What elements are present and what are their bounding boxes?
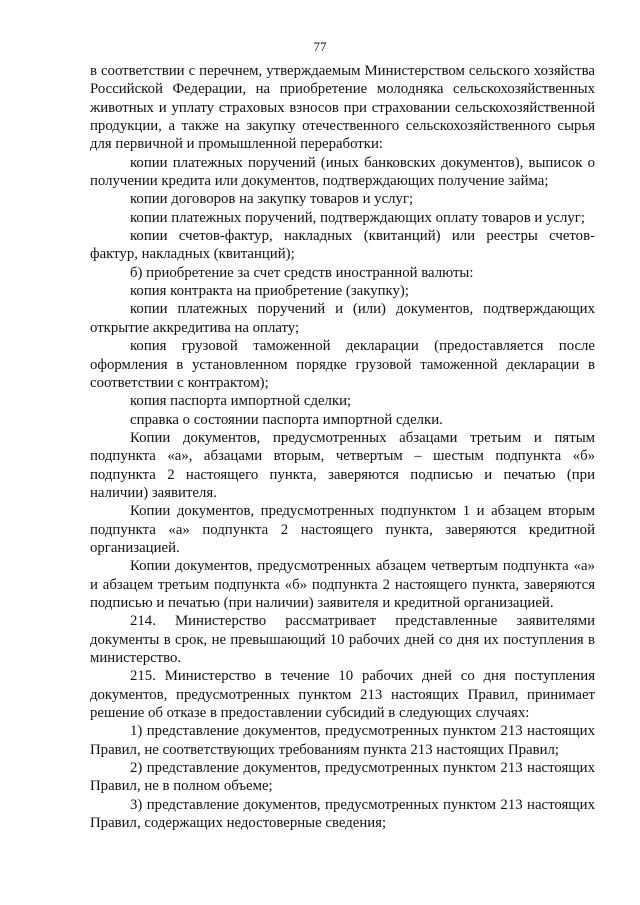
paragraph: б) приобретение за счет средств иностранной валюты:: [130, 264, 474, 281]
paragraph: копии счетов-фактур, накладных (квитанций) или реестры счетов-фактур, накладных (квитанций);: [90, 228, 595, 263]
paragraph: 2) представление документов, предусмотренных пунктом 213 настоящих Правил, не в полном объеме;: [90, 760, 595, 795]
paragraph: копии платежных поручений (иных банковских документов), выписок о получении кредита или документов, подтверждающих получение займа;: [90, 154, 595, 190]
paragraph: копия грузовой таможенной декларации (предоставляется после оформления в установленном порядке грузовой таможенной декларации в соответствии с контрактом);: [90, 338, 595, 391]
paragraph: Копии документов, предусмотренных абзацем четвертым подпункта «а» и абзацем третьим подпункта «б» подпункта 2 настоящего пункта, заверяются подписью и печатью (при наличии) заявителя и кредитной организацией.: [90, 558, 595, 611]
paragraph: справка о состоянии паспорта импортной сделки.: [130, 411, 443, 428]
paragraph: в соответствии с перечнем, утверждаемым Министерством сельского хозяйства Российской Федерации, на приобретение молодняка сельскохозяйственных животных и уплату страховых взносов при страховании сельскохозяйственной продукции, а также на закупку отечественного сельскохозяйственного сырья для первичной и промышленной переработки:: [90, 63, 595, 153]
paragraph: копии договоров на закупку товаров и услуг;: [130, 191, 414, 208]
paragraph: Копии документов, предусмотренных абзацами третьим и пятым подпункта «а», абзацами вторым, четвертым – шестым подпункта «б» подпункта 2 настоящего пункта, заверяются подписью и печатью (при наличии) заявителя.: [90, 429, 595, 501]
paragraph: копия паспорта импортной сделки;: [130, 393, 352, 410]
paragraph: копии платежных поручений и (или) документов, подтверждающих открытие аккредитива на оплату;: [90, 301, 595, 336]
paragraph: копии платежных поручений, подтверждающих оплату товаров и услуг;: [130, 209, 585, 226]
paragraph: 1) представление документов, предусмотренных пунктом 213 настоящих Правил, не соответствующих требованиям пункта 213 настоящих Правил;: [90, 723, 595, 758]
paragraph: 215. Министерство в течение 10 рабочих дней со дня поступления документов, предусмотренных пунктом 213 настоящих Правил, принимает решение об отказе в предоставлении субсидий в следующих случаях:: [90, 668, 595, 722]
paragraph: 3) представление документов, предусмотренных пунктом 213 настоящих Правил, содержащих недостоверные сведения;: [90, 796, 595, 832]
paragraph: 214. Министерство рассматривает представленные заявителями документы в срок, не превышающий 10 рабочих дней со дня их поступления в министерство.: [90, 613, 595, 666]
paragraph: копия контракта на приобретение (закупку);: [130, 283, 409, 300]
paragraph: Копии документов, предусмотренных подпунктом 1 и абзацем вторым подпункта «а» подпункта 2 настоящего пункта, заверяются кредитной организацией.: [90, 503, 595, 556]
page-number: 77: [313, 39, 327, 54]
body-text: [90, 62, 595, 832]
